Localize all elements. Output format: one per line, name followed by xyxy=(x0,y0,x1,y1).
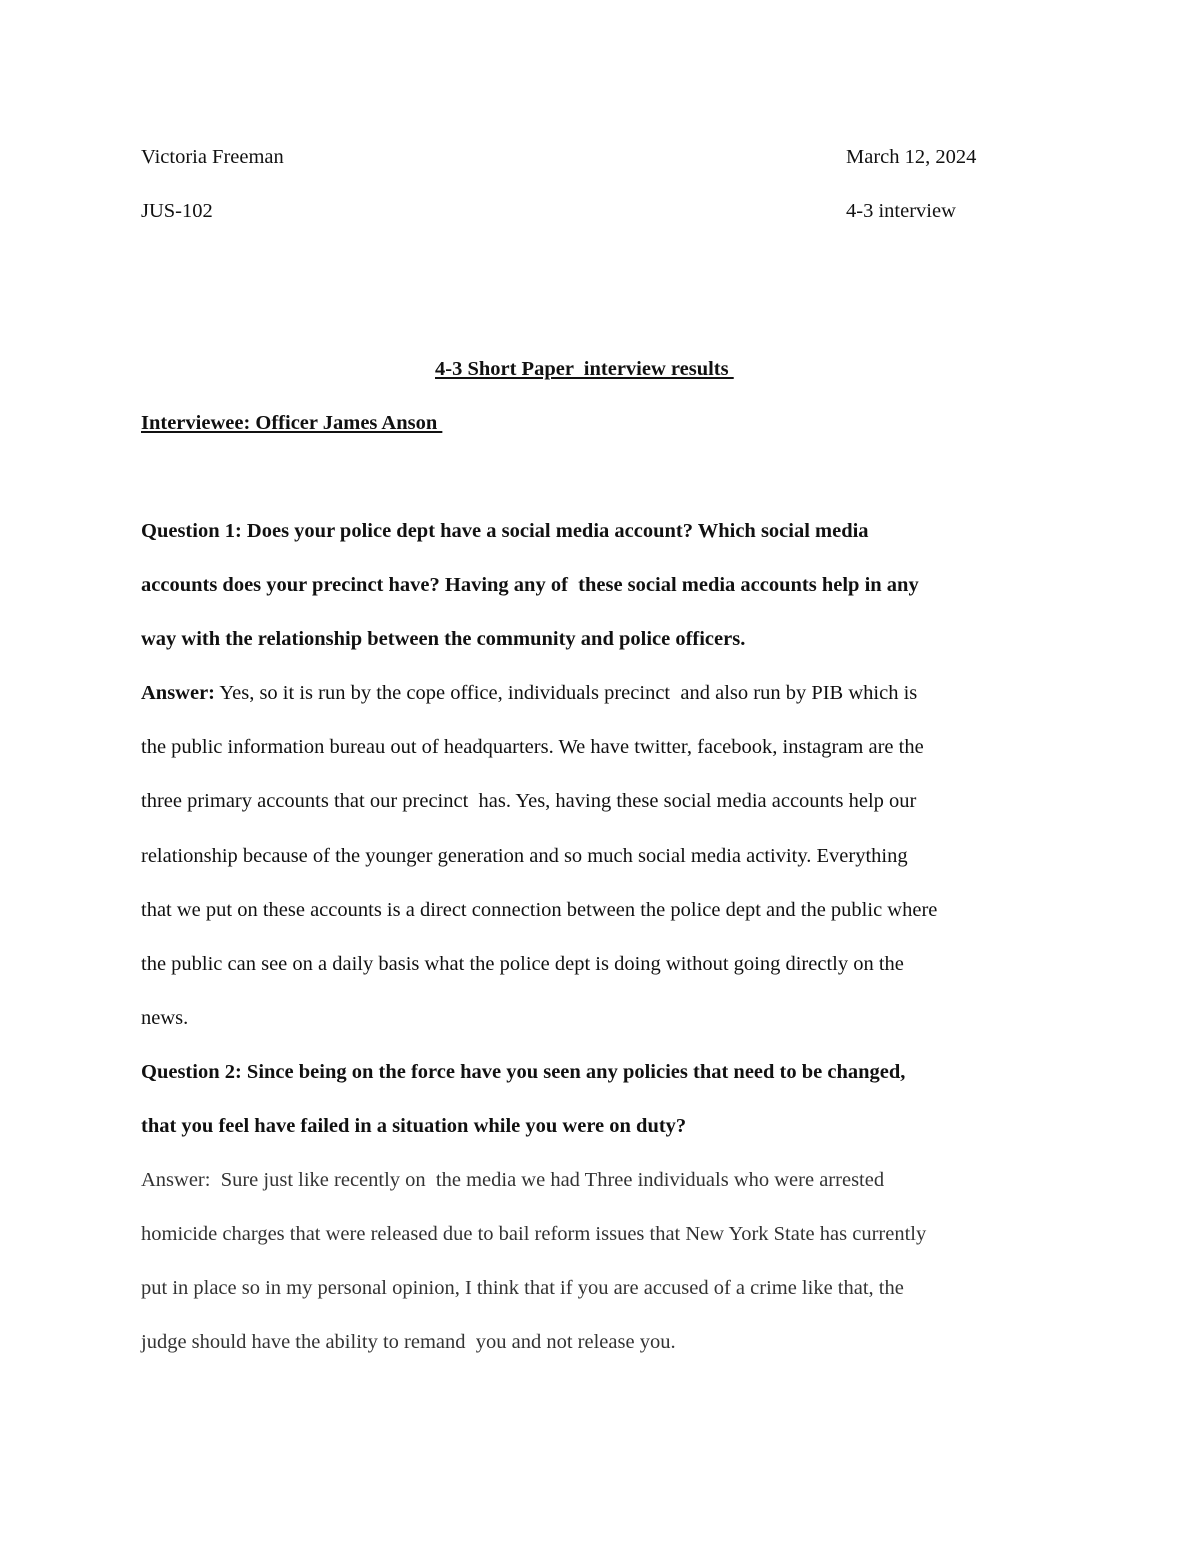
answer-1-line: three primary accounts that our precinct has. Yes, having these social media accounts help our xyxy=(141,790,917,812)
answer-2-line: judge should have the ability to remand you and not release you. xyxy=(141,1331,676,1353)
course-code: JUS-102 xyxy=(141,200,213,222)
date: March 12, 2024 xyxy=(846,146,977,168)
answer-1-line: that we put on these accounts is a direct connection between the police dept and the public where xyxy=(141,899,938,921)
question-2-line: that you feel have failed in a situation while you were on duty? xyxy=(141,1115,687,1137)
answer-2-line: homicide charges that were released due to bail reform issues that New York State has currently xyxy=(141,1223,927,1245)
author-name: Victoria Freeman xyxy=(141,146,284,168)
question-1-line: Question 1: Does your police dept have a social media account? Which social media xyxy=(141,520,869,542)
answer-label: Answer: xyxy=(141,682,216,704)
interviewee-heading: Interviewee: Officer James Anson xyxy=(141,412,443,434)
answer-1-line: news. xyxy=(141,1007,189,1029)
question-1-line: way with the relationship between the community and police officers. xyxy=(141,628,746,650)
answer-2-line: Answer: Sure just like recently on the media we had Three individuals who were arrested xyxy=(141,1169,885,1191)
answer-1-line xyxy=(141,681,917,705)
page-title: 4-3 Short Paper interview results xyxy=(435,358,734,380)
answer-1-line: the public information bureau out of headquarters. We have twitter, facebook, instagram are the xyxy=(141,736,924,758)
answer-2-line: put in place so in my personal opinion, I think that if you are accused of a crime like that, the xyxy=(141,1277,904,1299)
answer-1-line: relationship because of the younger generation and so much social media activity. Everything xyxy=(141,845,908,867)
question-1-line: accounts does your precinct have? Having any of these social media accounts help in any xyxy=(141,574,919,596)
assignment-name: 4-3 interview xyxy=(846,200,956,222)
answer-1-line: the public can see on a daily basis what the police dept is doing without going directly on the xyxy=(141,953,904,975)
question-2-line: Question 2: Since being on the force have you seen any policies that need to be changed, xyxy=(141,1061,906,1083)
answer-1-text: Yes, so it is run by the cope office, individuals precinct and also run by PIB which is xyxy=(215,682,918,704)
